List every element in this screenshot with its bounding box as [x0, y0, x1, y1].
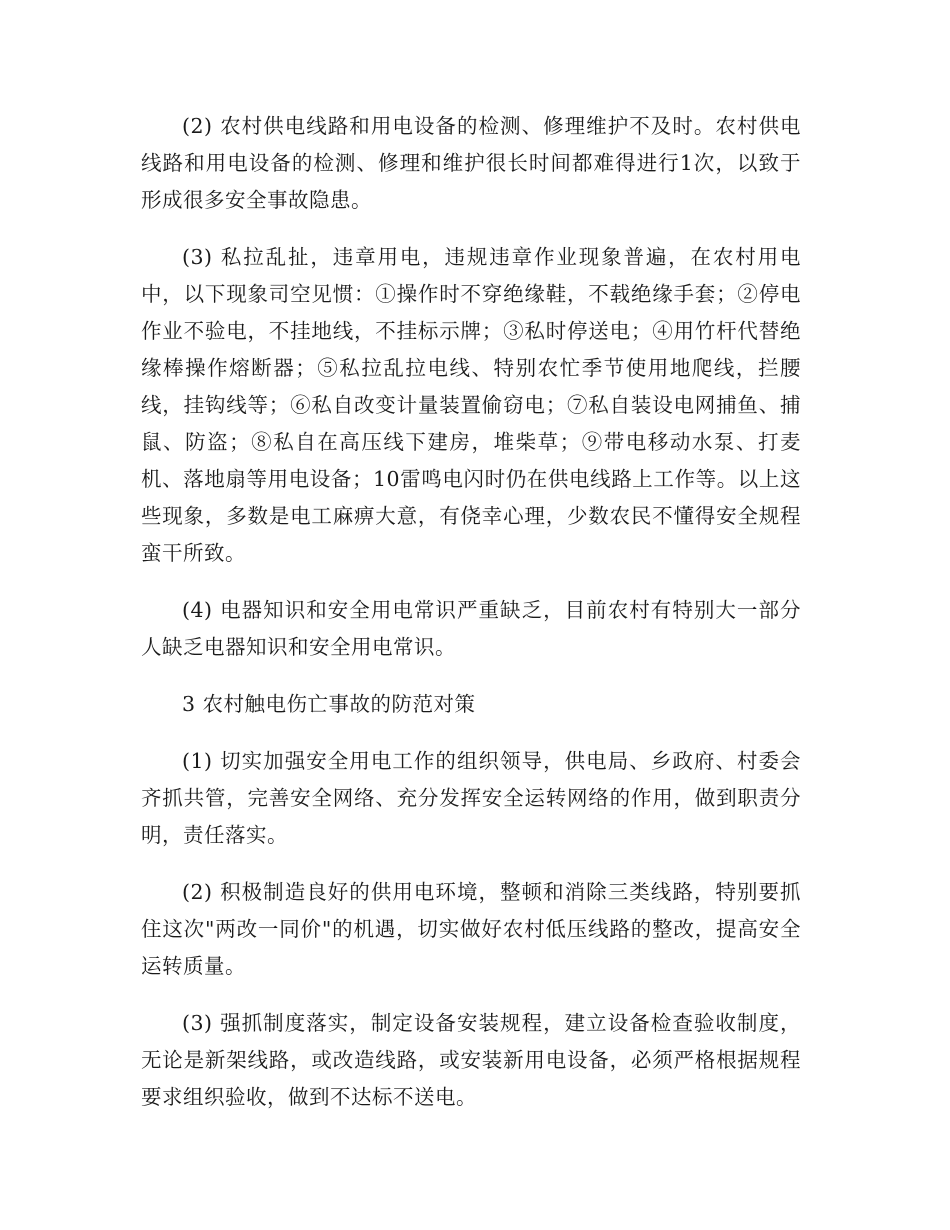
section-heading: 3 农村触电伤亡事故的防范对策 — [182, 692, 476, 716]
paragraph-item-2-environment: (2) 积极制造良好的供用电环境，整顿和消除三类线路，特别要抓住这次"两改一同价"的机遇，切实做好农村低压线路的整改，提高安全运转质量。 — [141, 880, 801, 978]
paragraph-item-1-leadership: (1) 切实加强安全用电工作的组织领导，供电局、乡政府、村委会齐抓共管，完善安全网络、充分发挥安全运转网络的作用，做到职责分明，责任落实。 — [141, 749, 801, 847]
paragraph-item-3-violations: (3) 私拉乱扯，违章用电，违规违章作业现象普遍，在农村用电中，以下现象司空见惯：①操作时不穿绝缘鞋，不载绝缘手套；②停电作业不验电，不挂地线，不挂标示牌；③私时停送电；④用竹杆代替绝缘棒操作熔断器；⑤私拉乱拉电线、特别农忙季节使用地爬线，拦腰线，挂钩线等；⑥私自改变计量装置偷窃电；⑦私自装设电网捕鱼、捕鼠、防盗；⑧私自在高压线下建房，堆柴草；⑨带电移动水泵、打麦机、落地扇等用电设备；10雷鸣电闪时仍在供电线路上工作等。以上这些现象，多数是电工麻痹大意，有侥幸心理，少数农民不懂得安全规程蛮干所致。 — [141, 245, 801, 565]
paragraph-item-4-knowledge: (4) 电器知识和安全用电常识严重缺乏，目前农村有特别大一部分人缺乏电器知识和安全用电常识。 — [141, 598, 801, 659]
paragraph-item-2-detection: (2) 农村供电线路和用电设备的检测、修理维护不及时。农村供电线路和用电设备的检测、修理和维护很长时间都难得进行1次，以致于形成很多安全事故隐患。 — [141, 114, 801, 212]
paragraph-item-3-regulations: (3) 强抓制度落实，制定设备安装规程，建立设备检查验收制度，无论是新架线路，或改造线路，或安装新用电设备，必须严格根据规程要求组织验收，做到不达标不送电。 — [141, 1011, 801, 1109]
document-page — [141, 108, 801, 1136]
